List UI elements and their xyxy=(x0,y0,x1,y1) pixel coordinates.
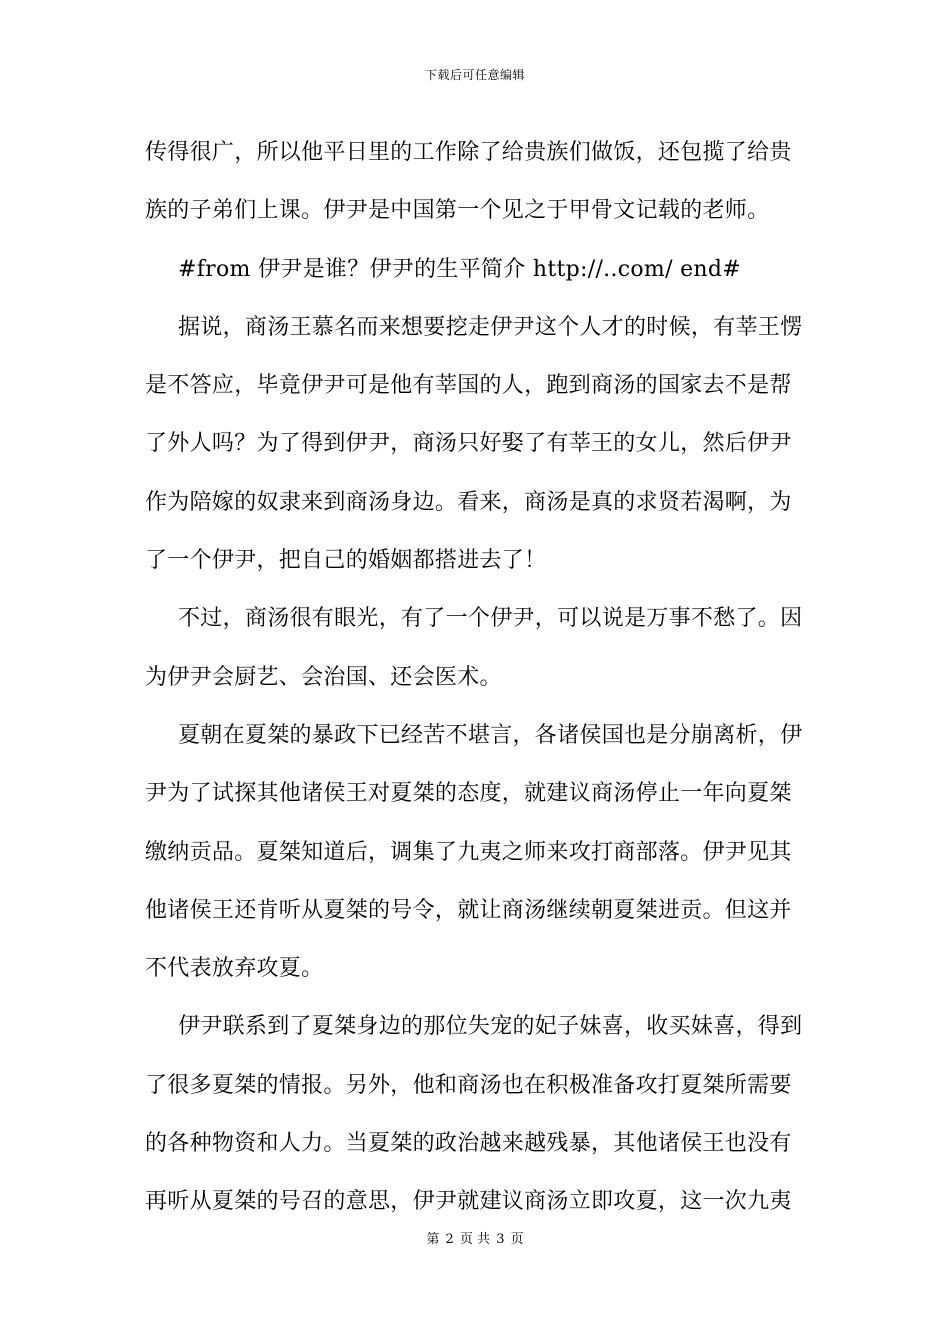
page-footer xyxy=(0,1228,950,1247)
footer-suffix: 页 xyxy=(510,1232,524,1247)
text-line: 他诸侯王还肯听从夏桀的号令，就让商汤继续朝夏桀进贡。但这并 xyxy=(145,897,792,923)
text-line: 传得很广，所以他平日里的工作除了给贵族们做饭，还包揽了给贵 xyxy=(145,140,792,165)
page-header: 下载后可任意编辑 xyxy=(424,68,525,82)
text-line: 族的子弟们上课。伊尹是中国第一个见之于甲骨文记载的老师。 xyxy=(145,198,770,224)
text-line: 了外人吗？为了得到伊尹，商汤只好娶了有莘王的女儿，然后伊尹 xyxy=(145,431,792,457)
body-text xyxy=(145,124,809,1232)
text-line: #from 伊尹是谁？伊尹的生平简介 http://..com/ end# xyxy=(178,256,741,282)
text-line: 尹为了试探其他诸侯王对夏桀的态度，就建议商汤停止一年向夏桀 xyxy=(145,781,792,807)
text-line: 据说，商汤王慕名而来想要挖走伊尹这个人才的时候，有莘王愣 xyxy=(178,314,803,340)
footer-prefix: 第 xyxy=(426,1232,440,1247)
text-line: 了很多夏桀的情报。另外，他和商汤也在积极准备攻打夏桀所需要 xyxy=(145,1072,792,1098)
text-line: 缴纳贡品。夏桀知道后，调集了九夷之师来攻打商部落。伊尹见其 xyxy=(145,839,792,865)
footer-middle: 页 共 xyxy=(459,1232,491,1247)
text-line: 夏朝在夏桀的暴政下已经苦不堪言，各诸侯国也是分崩离析，伊 xyxy=(178,722,803,748)
text-line: 是不答应，毕竟伊尹可是他有莘国的人，跑到商汤的国家去不是帮 xyxy=(145,373,792,399)
text-line: 伊尹联系到了夏桀身边的那位失宠的妃子妹喜，收买妹喜，得到 xyxy=(178,1014,803,1040)
text-line: 不代表放弃攻夏。 xyxy=(145,956,324,982)
text-line: 再听从夏桀的号召的意思，伊尹就建议商汤立即攻夏，这一次九夷 xyxy=(145,1189,792,1215)
text-line: 为伊尹会厨艺、会治国、还会医术。 xyxy=(145,664,502,690)
text-line: 不过，商汤很有眼光，有了一个伊尹，可以说是万事不愁了。因 xyxy=(178,606,803,632)
current-page-number: 2 xyxy=(445,1232,454,1247)
text-line: 了一个伊尹，把自己的婚姻都搭进去了！ xyxy=(145,548,547,574)
text-line: 的各种物资和人力。当夏桀的政治越来越残暴，其他诸侯王也没有 xyxy=(145,1131,792,1157)
total-page-count: 3 xyxy=(496,1232,505,1247)
text-line: 作为陪嫁的奴隶来到商汤身边。看来，商汤是真的求贤若渴啊，为 xyxy=(145,489,792,515)
